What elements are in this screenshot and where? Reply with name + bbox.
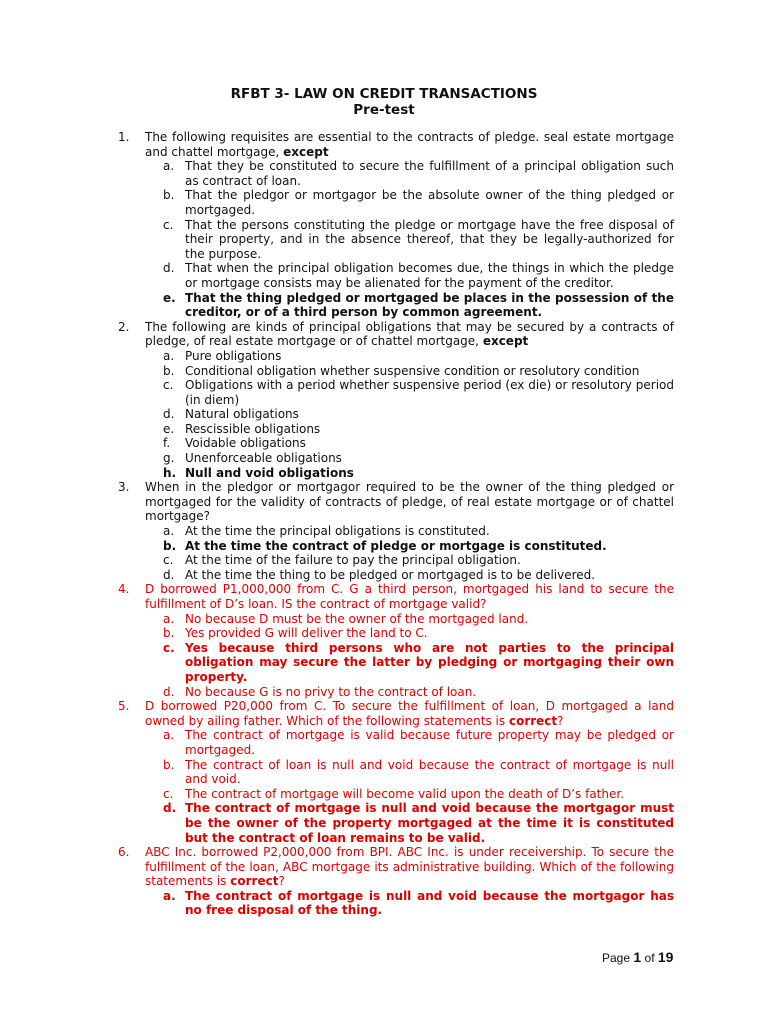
option-d	[145, 685, 674, 700]
question-emphasis: correct	[230, 874, 279, 889]
option-a	[145, 349, 674, 364]
option-b	[145, 364, 674, 379]
option-e-answer	[145, 291, 674, 320]
document-title: RFBT 3- LAW ON CREDIT TRANSACTIONS	[230, 86, 538, 102]
option-label: b.	[163, 538, 177, 553]
option-a	[145, 524, 674, 539]
option-text: That the persons constituting the pledge or mortgage have the free disposal of their property, and in the absence thereof, that they be legally-authorized for the purpose.	[185, 217, 674, 261]
option-text: The contract of loan is null and void because the contract of mortgage is null and void.	[185, 757, 674, 787]
option-label: b.	[163, 626, 175, 641]
question-stem: The following are kinds of principal obligations that may be secured by a contracts of pledge, of real estate mortgage or of chattel mortgage,	[145, 319, 674, 349]
question-list	[118, 130, 674, 918]
option-a	[145, 612, 674, 627]
option-list	[145, 728, 674, 845]
option-text: That the pledgor or mortgagor be the absolute owner of the thing pledged or mortgaged.	[185, 188, 674, 217]
page-word: Page	[602, 951, 631, 965]
option-label: h.	[163, 465, 177, 480]
question-2	[118, 320, 674, 481]
option-b	[145, 758, 674, 787]
option-text: Unenforceable obligations	[185, 451, 342, 466]
option-label: f.	[163, 436, 171, 451]
question-emphasis: except	[482, 334, 529, 349]
question-text	[145, 320, 674, 349]
option-text: At the time the principal obligations is constituted.	[185, 524, 490, 539]
of-word: of	[644, 951, 655, 965]
option-b	[145, 626, 674, 641]
option-d	[145, 407, 674, 422]
option-c-answer	[145, 641, 674, 685]
option-c	[145, 218, 674, 262]
option-list	[145, 349, 674, 480]
option-text: The contract of mortgage is null and void because the mortgagor has no free disposal of the thing.	[185, 888, 674, 918]
option-label: a.	[163, 159, 175, 174]
option-label: g.	[163, 451, 175, 466]
option-text: That they be constituted to secure the fulfillment of a principal obligation such as contract of loan.	[185, 159, 674, 188]
option-text: Voidable obligations	[185, 436, 306, 451]
question-stem: The following requisites are essential to the contracts of pledge. seal estate mortgage and chattel mortgage,	[145, 130, 674, 159]
option-label: c.	[163, 217, 174, 232]
question-number: 3.	[118, 480, 130, 495]
question-number: 2.	[118, 319, 130, 334]
option-text: No because D must be the owner of the mortgaged land.	[185, 611, 529, 626]
option-text: Yes provided G will deliver the land to C.	[185, 626, 428, 641]
option-text: At the time the contract of pledge or mortgage is constituted.	[185, 538, 607, 553]
question-suffix: ?	[278, 874, 285, 889]
question-6	[118, 845, 674, 918]
option-d-answer	[145, 801, 674, 845]
option-text: Pure obligations	[185, 348, 282, 363]
option-label: a.	[163, 524, 175, 539]
option-text: That when the principal obligation becomes due, the things in which the pledge or mortgage consists may be alienated for the payment of the creditor.	[185, 261, 674, 290]
question-5	[118, 699, 674, 845]
question-text	[145, 480, 674, 524]
option-text: At the time of the failure to pay the principal obligation.	[185, 553, 521, 568]
option-text: Rescissible obligations	[185, 421, 321, 436]
option-d	[145, 568, 674, 583]
option-label: d.	[163, 684, 175, 699]
option-text: Null and void obligations	[185, 465, 354, 480]
option-c	[145, 787, 674, 802]
option-f	[145, 436, 674, 451]
question-emphasis: except	[283, 144, 329, 159]
option-label: b.	[163, 363, 175, 378]
question-number: 5.	[118, 699, 130, 714]
option-label: e.	[163, 290, 176, 305]
question-1	[118, 130, 674, 320]
option-text: No because G is no privy to the contract of loan.	[185, 684, 477, 699]
option-a-answer	[145, 889, 674, 918]
question-stem: D borrowed P1,000,000 from C. G a third person, mortgaged his land to secure the fulfillment of D’s loan. IS the contract of mortgage valid?	[145, 582, 674, 611]
option-c	[145, 553, 674, 568]
option-a	[145, 159, 674, 188]
option-text: Natural obligations	[185, 407, 299, 422]
option-label: a.	[163, 888, 176, 903]
option-label: d.	[163, 567, 175, 582]
option-label: a.	[163, 348, 175, 363]
option-label: a.	[163, 728, 175, 743]
question-stem: D borrowed P20,000 from C. To secure the fulfillment of loan, D mortgaged a land owned by ailing father. Which of the following statements is	[145, 699, 674, 728]
option-g	[145, 451, 674, 466]
option-c	[145, 378, 674, 407]
option-label: c.	[163, 553, 174, 568]
option-list	[145, 612, 674, 700]
question-3	[118, 480, 674, 582]
option-text: Yes because third persons who are not parties to the principal obligation may secure the latter by pledging or mortgaging their own property.	[185, 640, 674, 684]
option-text: Obligations with a period whether suspensive period (ex die) or resolutory period (in diem)	[185, 378, 674, 407]
question-emphasis: correct	[508, 713, 558, 728]
question-number: 1.	[118, 130, 130, 144]
question-stem: When in the pledgor or mortgagor required to be the owner of the thing pledged or mortgaged for the validity of contracts of pledge, of real estate mortgage or of chattel mortgage?	[145, 480, 674, 524]
option-b	[145, 188, 674, 217]
option-h-answer	[145, 466, 674, 481]
question-stem: ABC Inc. borrowed P2,000,000 from BPI. ABC Inc. is under receivership. To secure the fulfillment of the loan, ABC mortgage its administrative building. Which of the following statements is	[145, 845, 674, 889]
option-label: a.	[163, 611, 175, 626]
option-b-answer	[145, 539, 674, 554]
question-4	[118, 582, 674, 699]
page-total: 19	[657, 949, 674, 965]
question-number: 4.	[118, 582, 130, 597]
question-text	[145, 845, 674, 889]
option-text: The contract of mortgage is null and void because the mortgagor must be the owner of the property mortgaged at the time it is constituted but the contract of loan remains to be valid.	[185, 801, 674, 845]
option-text: That the thing pledged or mortgaged be places in the possession of the creditor, or of a third person by common agreement.	[185, 290, 674, 320]
option-list	[145, 159, 674, 320]
page-number: 1	[633, 949, 642, 965]
option-e	[145, 422, 674, 437]
option-list	[145, 524, 674, 582]
option-label: c.	[163, 640, 175, 655]
document-header	[0, 86, 768, 118]
option-label: e.	[163, 421, 175, 436]
question-text	[145, 582, 674, 611]
option-text: Conditional obligation whether suspensive condition or resolutory condition	[185, 363, 640, 378]
option-text: The contract of mortgage is valid because future property may be pledged or mortgaged.	[185, 728, 674, 757]
page-footer	[602, 949, 673, 965]
question-suffix: ?	[557, 713, 564, 728]
option-label: d.	[163, 261, 175, 276]
option-label: d.	[163, 407, 175, 422]
question-number: 6.	[118, 845, 130, 860]
option-label: c.	[163, 786, 174, 801]
option-label: b.	[163, 757, 175, 772]
option-list	[145, 889, 674, 918]
option-a	[145, 728, 674, 757]
document-subtitle: Pre-test	[353, 102, 415, 118]
option-label: d.	[163, 801, 177, 816]
option-label: c.	[163, 378, 174, 393]
option-text: The contract of mortgage will become valid upon the death of D’s father.	[185, 786, 625, 801]
question-text	[145, 130, 674, 159]
option-text: At the time the thing to be pledged or mortgaged is to be delivered.	[185, 567, 596, 582]
option-d	[145, 261, 674, 290]
option-label: b.	[163, 188, 175, 203]
question-text	[145, 699, 674, 728]
